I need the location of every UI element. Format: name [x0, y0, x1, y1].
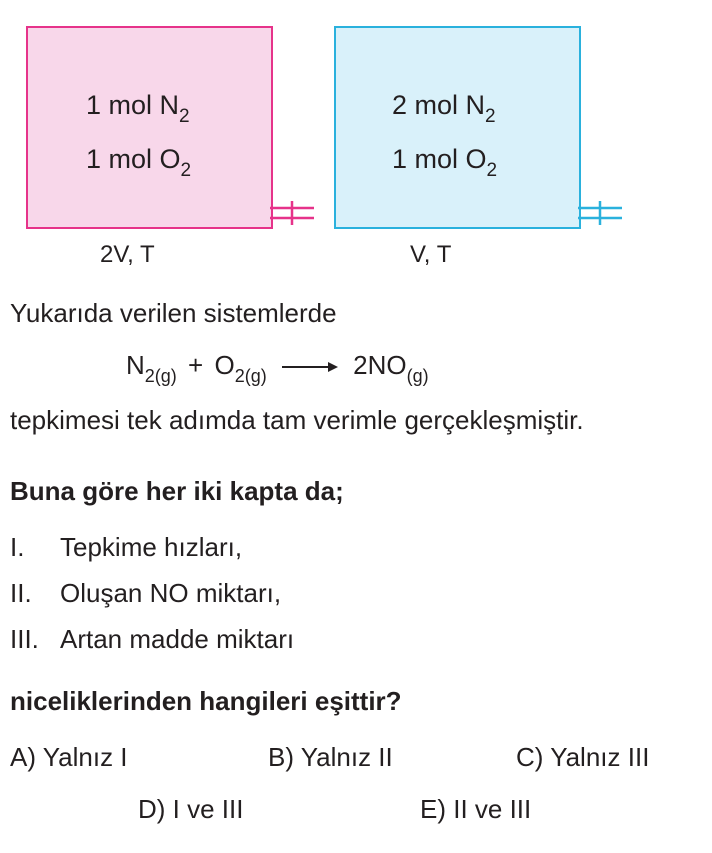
- container-1-valve-icon: [270, 198, 316, 230]
- container-2: [334, 26, 581, 229]
- item-3-number: III.: [10, 624, 39, 654]
- container-2-valve-icon: [578, 198, 624, 230]
- container-2-o2: 1 mol $O_2$: [392, 144, 498, 181]
- option-a[interactable]: A) Yalnız I: [10, 742, 128, 772]
- option-c[interactable]: C) Yalnız III: [516, 742, 650, 772]
- option-b[interactable]: B) Yalnız II: [268, 742, 393, 772]
- item-2-text: Oluşan NO miktarı,: [60, 578, 282, 608]
- reaction-equation: $N_{2(g)} + O_{2(g)}$ $2NO_{(g)}$: [126, 350, 429, 386]
- option-e[interactable]: E) II ve III: [420, 794, 532, 824]
- item-2-number: II.: [10, 578, 32, 608]
- option-d[interactable]: D) I ve III: [138, 794, 244, 824]
- item-1-text: Tepkime hızları,: [60, 532, 243, 562]
- ask-text: niceliklerinden hangileri eşittir?: [10, 686, 402, 716]
- container-2-n2: 2 mol $N_2$: [392, 90, 496, 127]
- container-1-o2: 1 mol $O_2$: [86, 144, 192, 181]
- intro-text: Yukarıda verilen sistemlerde: [10, 298, 337, 328]
- after-text: tepkimesi tek adımda tam verimle gerçekleşmiştir.: [10, 405, 584, 435]
- container-2-label: V, T: [410, 241, 452, 268]
- item-3-text: Artan madde miktarı: [60, 624, 295, 654]
- container-1: [26, 26, 273, 229]
- reaction-arrow-icon: [282, 360, 340, 374]
- container-1-label: 2V, T: [100, 241, 155, 268]
- prompt-text: Buna göre her iki kapta da;: [10, 476, 344, 506]
- item-1-number: I.: [10, 532, 25, 562]
- container-1-n2: 1 mol $N_2$: [86, 90, 190, 127]
